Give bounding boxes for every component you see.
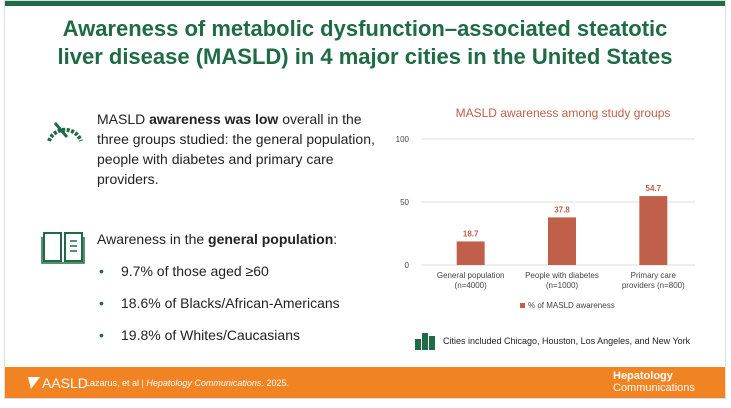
list-item: • 9.7% of those aged ≥60 (97, 261, 397, 281)
x-tick-label: General population (436, 271, 505, 280)
data-label: 18.7 (462, 229, 479, 239)
title-line-1: Awareness of metabolic dysfunction–associated steatotic (62, 16, 668, 41)
cities-text: Cities included Chicago, Houston, Los Angeles, and New York (443, 336, 691, 346)
y-tick-label: 100 (395, 135, 409, 144)
data-label: 54.7 (645, 184, 662, 194)
bar (548, 217, 576, 265)
slide (4, 0, 726, 399)
citation: Lazarus, et al | Hepatology Communications. 2025. (85, 378, 289, 388)
data-label: 37.8 (554, 205, 570, 215)
bar-chart (5, 1, 727, 331)
city-buildings-icon (415, 332, 435, 350)
legend-label: % of MASLD awareness (528, 301, 615, 310)
y-tick-label: 50 (400, 198, 409, 207)
title-line-2: liver disease (MASLD) in 4 major cities in the United States (57, 44, 673, 69)
footer (5, 367, 725, 398)
x-tick-label: (n=1000) (545, 281, 579, 290)
list-item: • 18.6% of Blacks/African-Americans (97, 293, 397, 313)
x-tick-label: Primary care (630, 271, 677, 280)
finding-low-awareness: MASLD awareness was low overall in the three groups studied: the general population, people with diabetes and primary care providers. (97, 111, 375, 187)
aasld-logo: AASLD (42, 375, 88, 391)
bar (457, 241, 485, 265)
general-population-findings: Awareness in the general population: • 9.7% of those aged ≥60 • 18.6% of Blacks/African-Americans • 19.8% of Whites/Caucasians (97, 229, 397, 345)
y-tick-label: 0 (404, 261, 409, 270)
legend-swatch (520, 303, 525, 308)
journal-brand: Hepatology Communications (613, 370, 695, 394)
bar (639, 196, 667, 265)
x-tick-label: People with diabetes (525, 271, 599, 280)
cities-note (415, 332, 690, 350)
chart-title: MASLD awareness among study groups (455, 106, 671, 120)
aasld-logo-icon (27, 376, 41, 390)
x-tick-label: (n=4000) (454, 281, 487, 290)
list-item: • 19.8% of Whites/Caucasians (97, 325, 397, 345)
x-tick-label: providers (n=800) (621, 281, 685, 290)
